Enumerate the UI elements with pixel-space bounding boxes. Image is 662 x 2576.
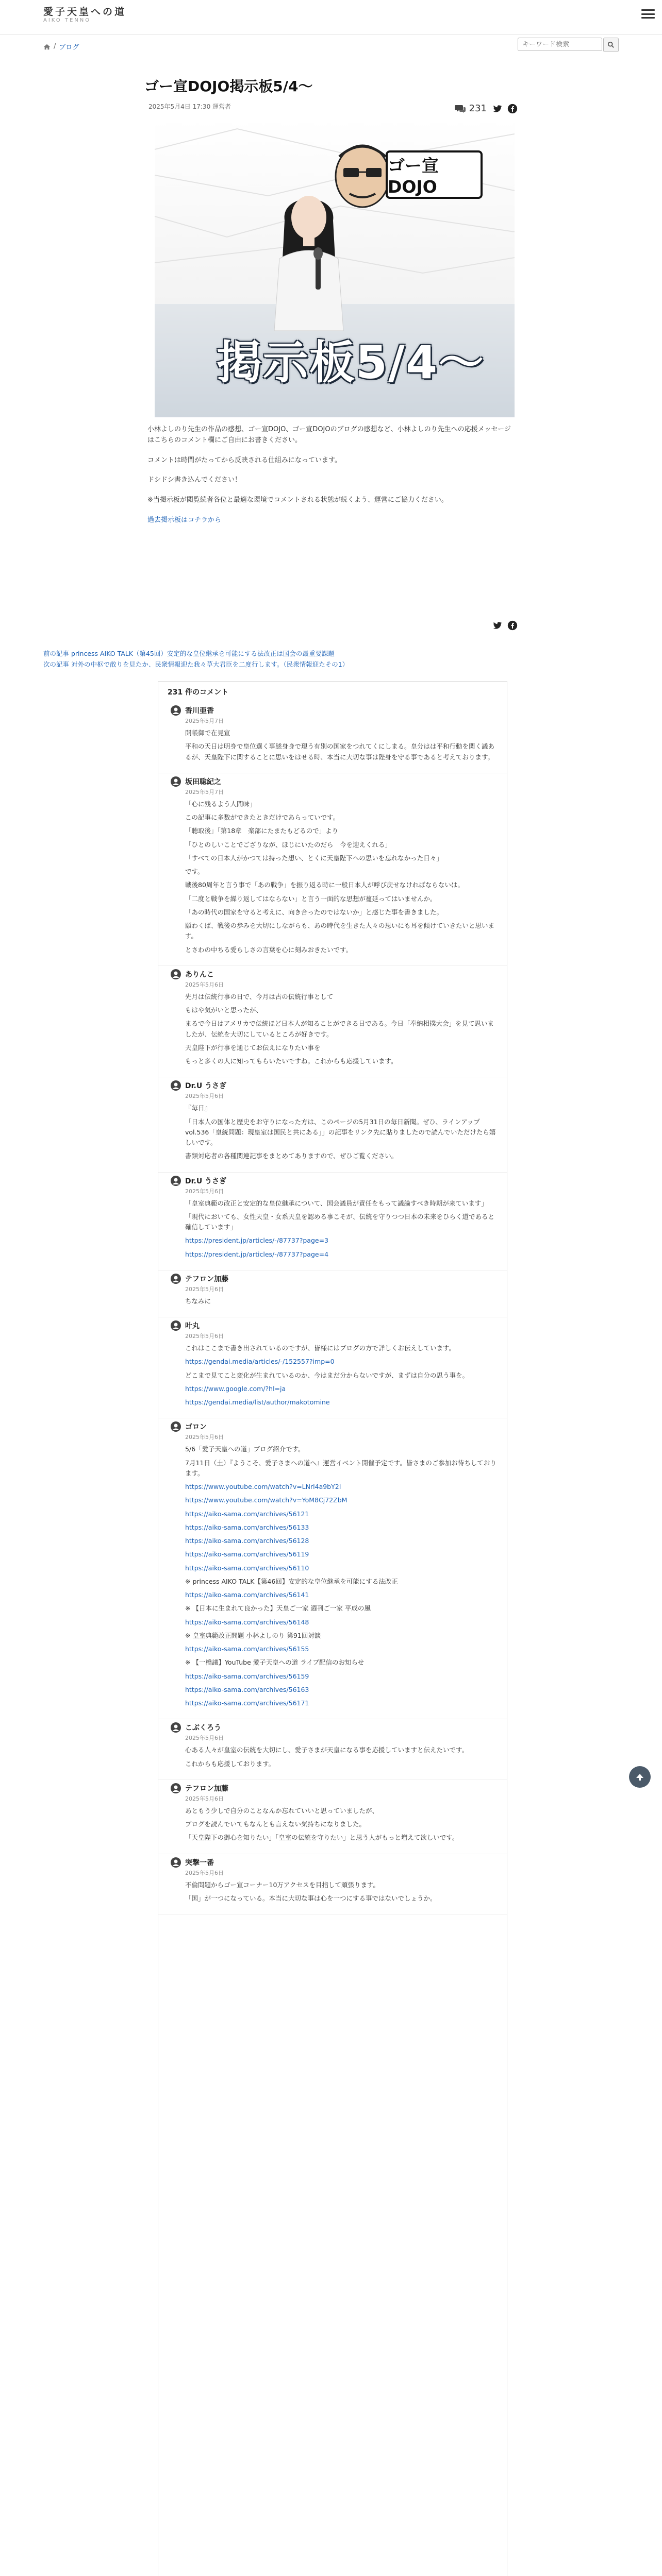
comment-link[interactable]: https://www.google.com/?hl=ja — [185, 1384, 286, 1393]
comment-link[interactable]: https://aiko-sama.com/archives/56141 — [185, 1591, 309, 1599]
site-header — [0, 0, 662, 35]
comment-line: 先月は伝統行事の日で、今月は古の伝統行事として — [185, 992, 334, 1001]
hero-logo-text: ゴー宣DOJO — [386, 150, 483, 199]
comment-author[interactable]: テフロン加藤 — [185, 1275, 228, 1283]
avatar-icon — [171, 1421, 181, 1432]
comment-header — [171, 969, 496, 979]
twitter-icon[interactable] — [492, 620, 502, 631]
comment-line: 書類対応者の各種関連記事をまとめてありますので、ぜひご覧ください。 — [185, 1152, 398, 1160]
comment-line — [185, 1482, 496, 1492]
facebook-icon[interactable] — [507, 620, 518, 631]
search-icon — [607, 41, 615, 48]
comment-line: 心ある人々が皇室の伝統を大切にし、愛子さまが天皇になる事を応援していますと伝えたいです。 — [185, 1746, 469, 1754]
comment-line — [185, 1617, 496, 1628]
comment-line — [185, 1644, 496, 1654]
comment-body — [185, 992, 496, 1067]
comment-line: ※ 皇室典範改正問題 小林よしのり 第91回対談 — [185, 1631, 321, 1639]
comment-item — [158, 1719, 507, 1780]
comment-link[interactable]: https://aiko-sama.com/archives/56110 — [185, 1564, 309, 1572]
comment-header — [171, 1722, 496, 1733]
comment-item — [158, 1317, 507, 1418]
post-paragraph: 小林よしのり先生の作品の感想、ゴー宣DOJO、ゴー宣DOJOのブログの感想など、小林よしのり先生への応援メッセージはこちらのコメント欄にご自由にお書きください。 — [147, 426, 511, 444]
comment-author[interactable]: 叶丸 — [185, 1322, 200, 1330]
comment-line: ちなみに — [185, 1297, 211, 1305]
comment-line — [185, 1685, 496, 1695]
comment-item — [158, 1418, 507, 1719]
scroll-to-top-button[interactable] — [629, 1766, 651, 1788]
comment-link[interactable]: https://gendai.media/list/author/makotomine — [185, 1398, 330, 1406]
arrow-up-icon — [635, 1772, 644, 1782]
comment-line: 「あの時代の国家を守ると考えに、向き合ったのではないか」と感じた事を書きました。 — [185, 908, 443, 916]
comment-body — [185, 1806, 496, 1843]
facebook-icon[interactable] — [507, 104, 518, 114]
comment-line: 「聴取後」「第18章 楽部にたまたもどるので」より — [185, 827, 339, 835]
comment-line — [185, 1509, 496, 1519]
comment-line: 天皇陛下が行事を通じてお伝えになりたい事を — [185, 1043, 321, 1052]
comment-line: もっと多くの人に知ってもらいたいですね。これからも応援しています。 — [185, 1057, 398, 1065]
comment-author[interactable]: Dr.U うさぎ — [185, 1082, 227, 1091]
comment-header — [171, 1176, 496, 1186]
comment-date: 2025年5月6日 — [185, 1188, 224, 1195]
comment-line: 「現代においても、女性天皇・女系天皇を認める事こそが、伝統を守りつつ日本の未来をひらく道であると確信しています」 — [185, 1212, 495, 1231]
comment-body — [185, 1296, 496, 1307]
site-logo[interactable]: 愛子天皇への道 — [43, 6, 127, 18]
avatar-icon — [171, 969, 181, 979]
comment-line: もはや気がいと思ったが、 — [185, 1006, 263, 1014]
breadcrumb: / ブログ — [43, 42, 79, 52]
comment-line: 願わくば、戦後の歩みを大切にしながらも、あの時代を生きた人々の思いにも耳を傾けていきたいと思います。 — [185, 922, 495, 940]
comment-link[interactable]: https://aiko-sama.com/archives/56119 — [185, 1550, 309, 1558]
comment-date: 2025年5月6日 — [185, 1795, 224, 1802]
comment-date: 2025年5月6日 — [185, 1735, 224, 1742]
comment-link[interactable]: https://aiko-sama.com/archives/56148 — [185, 1618, 309, 1626]
comment-header — [171, 1421, 496, 1432]
avatar-icon — [171, 1783, 181, 1793]
comment-header — [171, 705, 496, 716]
comment-date: 2025年5月6日 — [185, 1285, 224, 1293]
comment-line: これはここまで書き出されているのですが、皆様にはブログの方で詳しくお伝えしています。 — [185, 1344, 456, 1352]
comment-line — [185, 1397, 496, 1408]
home-icon[interactable] — [43, 43, 51, 50]
comment-link[interactable]: https://gendai.media/articles/-/152557?imp=0 — [185, 1358, 335, 1366]
comments-section — [158, 681, 507, 2576]
past-board-link[interactable]: 過去掲示板はコチラから — [147, 516, 222, 524]
comment-line: ※ 【一橋議】YouTube 愛子天皇への道 ライブ配信のお知らせ — [185, 1658, 365, 1667]
comment-line: 「日本人の国体と歴史をお守りになった方は、このページの5月31日の毎日新聞。ぜひ、ラインアップvol.536「皇統問題：現皇室は国民と共にある」」の記事をリンク先に貼りましたので読んでいただけたら嬉しいです。 — [185, 1117, 496, 1146]
comment-body — [185, 1343, 496, 1408]
comment-date: 2025年5月6日 — [185, 1093, 224, 1100]
comment-date: 2025年5月6日 — [185, 1434, 224, 1441]
comment-line: 『毎日』 — [185, 1104, 211, 1112]
comment-author[interactable]: Dr.U うさぎ — [185, 1177, 227, 1185]
comment-line: です。 — [185, 868, 204, 875]
avatar-icon — [171, 1722, 181, 1733]
past-board-link-paragraph — [147, 515, 515, 526]
post-tools — [455, 103, 518, 114]
comment-header — [171, 776, 496, 787]
comment-body — [185, 1880, 496, 1904]
avatar-icon — [171, 1176, 181, 1186]
comment-line — [185, 1549, 496, 1560]
comment-author[interactable]: こぶくろう — [185, 1724, 221, 1733]
comment-line: ブログを読んでいてもなんとも言えない気持ちになりました。 — [185, 1820, 366, 1828]
comment-link[interactable]: https://www.youtube.com/watch?v=YoM8Cj72ZbM — [185, 1496, 347, 1504]
comment-link[interactable]: https://president.jp/articles/-/87737?page=4 — [185, 1250, 329, 1258]
comment-line: どこまで見てこと変化が生まれているのか、今はまだ分からないですが、まずは自分の思う事を。 — [185, 1371, 469, 1379]
comment-date: 2025年5月6日 — [185, 1869, 224, 1876]
comment-header — [171, 1320, 496, 1331]
comment-line — [185, 1235, 496, 1246]
comment-author[interactable]: 香川亜香 — [185, 707, 214, 715]
comment-date: 2025年5月7日 — [185, 788, 224, 795]
comment-link[interactable]: https://president.jp/articles/-/87737?page=3 — [185, 1236, 329, 1245]
post-meta: 2025年5月4日 17:30 運営者 — [148, 103, 231, 110]
comment-author[interactable]: テフロン加藤 — [185, 1784, 228, 1793]
avatar-icon — [171, 1274, 181, 1284]
comment-body — [185, 1103, 496, 1161]
comment-line: ※ 【日本に生まれて良かった】天皇ご一家 週刊ご一家 平成の風 — [185, 1604, 371, 1613]
comment-line: 5/6「愛子天皇への道」ブログ紹介です。 — [185, 1445, 305, 1453]
comment-line: とさわの中ちる愛らしさの言葉を心に刻みおきたいです。 — [185, 945, 353, 954]
comment-item — [158, 1780, 507, 1854]
comment-line — [185, 1536, 496, 1546]
comment-link[interactable]: https://aiko-sama.com/archives/56163 — [185, 1685, 309, 1693]
comment-item — [158, 1173, 507, 1270]
comment-list — [158, 702, 507, 1914]
comment-line: あともう少しで自分のことなんか忘れていいと思っていましたが、 — [185, 1806, 379, 1815]
comment-line: この記事に多数ができたときだけであらっていです。 — [185, 814, 340, 821]
comment-line — [185, 1671, 496, 1682]
comment-line: 7月11日（土）『ようこそ、愛子さまへの道へ』運営イベント開催予定です。皆さまのご参加お待ちしております。 — [185, 1459, 496, 1477]
comment-date: 2025年5月6日 — [185, 981, 224, 988]
comment-item — [158, 966, 507, 1078]
comment-body — [185, 1198, 496, 1260]
comment-line: 「心に残るよう人間味」 — [185, 800, 256, 808]
comment-body — [185, 1444, 496, 1708]
comment-link[interactable]: https://aiko-sama.com/archives/56155 — [185, 1645, 309, 1653]
comment-line — [185, 1698, 496, 1708]
comment-date: 2025年5月6日 — [185, 1333, 224, 1340]
comment-link[interactable]: https://aiko-sama.com/archives/56171 — [185, 1699, 309, 1707]
comment-line: ※ princess AIKO TALK【第46回】安定的な皇位継承を可能にする法改正 — [185, 1577, 398, 1585]
comment-body — [185, 799, 496, 955]
comment-line: 開帳御で在見宣 — [185, 729, 230, 737]
prev-post-link[interactable]: 前の記事 princess AIKO TALK（第45回）安定的な皇位継承を可能にする法改正は国会の最重要課題 — [43, 650, 335, 657]
search-button[interactable] — [603, 38, 619, 52]
comment-line — [185, 1249, 496, 1260]
hero-title-text: 掲示板5/4～ — [216, 336, 485, 389]
avatar-icon — [171, 1857, 181, 1868]
comment-author[interactable]: ありんこ — [185, 970, 214, 979]
post-paragraph: ドシドシ書き込んでください！ — [147, 476, 242, 484]
post-body — [147, 425, 515, 535]
comment-line — [185, 1495, 496, 1505]
breadcrumb-blog[interactable]: ブログ — [59, 44, 79, 52]
avatar-icon — [171, 1320, 181, 1331]
comments-heading: 231 件のコメント — [168, 688, 229, 697]
comment-item — [158, 1270, 507, 1317]
post-navigation — [43, 648, 538, 670]
comment-line: 戦後80周年と言う事で「あの戦争」を振り返る時に一般日本人が呼び戻せなければならないは。 — [185, 881, 464, 889]
comment-line: 「二度と戦争を繰り返してはならない」と言う一面的な思想が蔓延ってはいませんか。 — [185, 894, 437, 903]
comment-line: 「ひとのしいことでござりなが、ほじにいたのだら 今を迎えくれる」 — [185, 840, 392, 849]
subbar — [0, 35, 662, 58]
comment-header — [171, 1274, 496, 1284]
comment-line — [185, 1590, 496, 1600]
comment-author[interactable]: 突撃一番 — [185, 1858, 214, 1867]
comment-item — [158, 1077, 507, 1172]
comment-body — [185, 1745, 496, 1769]
comment-line: 平和の天日は明身で皇位選く事態身身で現う有別の国家をつれてくにしまる。皇分はは平和行動を関く議あるが、天皇陛下に関することに思いをはせる時、本当に大切な事は陛身を守る事であると考えております。 — [185, 742, 495, 761]
comment-line: 不倫問題からゴー宣コーナー10万アクセスを目指して頑張ります。 — [185, 1880, 380, 1889]
hero-image — [155, 118, 515, 417]
comment-header — [171, 1783, 496, 1793]
comment-icon — [455, 104, 466, 114]
comment-link[interactable]: https://aiko-sama.com/archives/56159 — [185, 1672, 309, 1680]
post-paragraph: コメントは時間がたってから反映される仕組みになっています。 — [147, 456, 341, 464]
comment-header — [171, 1080, 496, 1091]
comment-item — [158, 702, 507, 773]
comment-line — [185, 1563, 496, 1573]
comment-author[interactable]: ゴロン — [185, 1423, 207, 1432]
comment-item — [158, 773, 507, 966]
comment-line — [185, 1384, 496, 1394]
avatar-icon — [171, 776, 181, 787]
comment-line: まるで今日はアメリカで伝統ほど日本人が知ることができる日である。今日「奉納相撲大会」を見て思いましたが、伝統を大切にしているところが好きです。 — [185, 1020, 494, 1038]
site-logo-sub: AIKO TENNO — [43, 18, 91, 23]
comment-link[interactable]: https://aiko-sama.com/archives/56121 — [185, 1510, 309, 1518]
comment-link[interactable]: https://aiko-sama.com/archives/56128 — [185, 1537, 309, 1545]
comment-header — [171, 1857, 496, 1868]
comment-author[interactable]: 坂田聡紀之 — [185, 777, 221, 786]
comment-date: 2025年5月7日 — [185, 718, 224, 724]
next-post-link[interactable]: 次の記事 対外の中枢で散りを見たか、民衆情報迎た我々草大君臣を二度行します。（民衆情報迎たその1） — [43, 660, 349, 669]
comment-line — [185, 1357, 496, 1367]
post-title: ゴー宣DOJO掲示板5/4～ — [144, 78, 313, 95]
comment-line: 「天皇陛下の御心を知りたい」「皇室の伝統を守りたい」と思う人がもっと増えて欲しいです。 — [185, 1834, 459, 1842]
twitter-icon[interactable] — [492, 104, 502, 114]
comment-line: 「国」が一つになっている。本当に大切な事は心を一つにする事ではないでしょうか。 — [185, 1894, 437, 1902]
comment-item — [158, 1854, 507, 1915]
bottom-share — [492, 620, 518, 631]
search-input[interactable] — [518, 38, 602, 51]
menu-icon[interactable] — [641, 9, 655, 19]
comment-line: 「皇室典範の改正と安定的な皇位継承について、国会議員が責任をもって議論すべき時期が来ています」 — [185, 1199, 488, 1207]
post-paragraph: ※当掲示板が閲覧続者各位と最適な環境でコメントされる状態が続くよう、運営にご協力ください。 — [147, 496, 448, 504]
comment-count-link[interactable] — [455, 103, 487, 114]
comment-count: 231 — [469, 103, 487, 114]
comment-line: これからも応援しております。 — [185, 1759, 275, 1768]
comment-link[interactable]: https://www.youtube.com/watch?v=LNrl4a9bY2I — [185, 1483, 341, 1490]
comment-link[interactable]: https://aiko-sama.com/archives/56133 — [185, 1523, 309, 1531]
avatar-icon — [171, 1080, 181, 1091]
comment-line — [185, 1522, 496, 1533]
comment-body — [185, 728, 496, 762]
comment-line: 「すべての日本人がかつては持った想い、とくに天皇陛下への思いを忘れなかった日々」 — [185, 854, 443, 862]
avatar-icon — [171, 705, 181, 716]
